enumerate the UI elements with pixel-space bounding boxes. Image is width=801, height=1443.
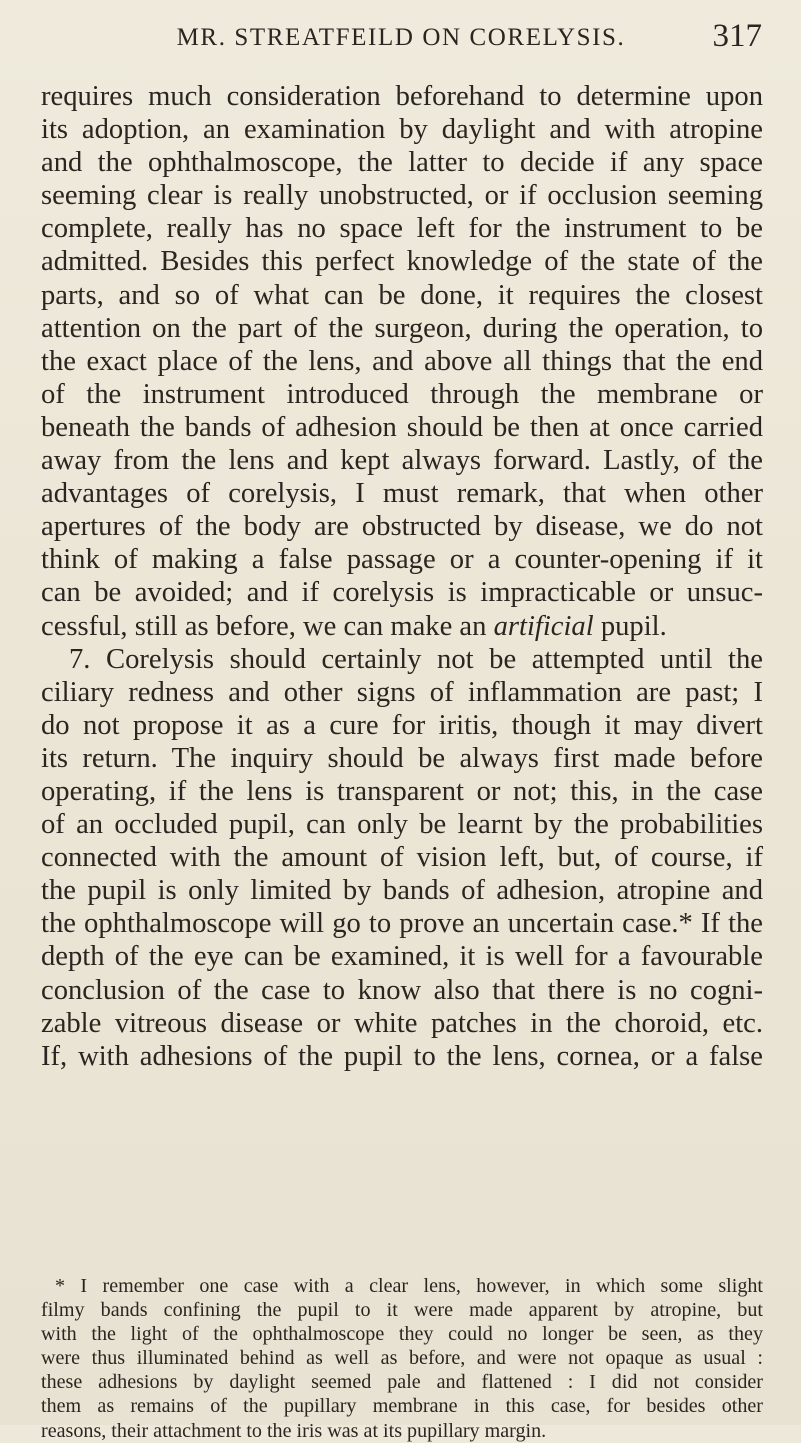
text-line: admitted. Besides this perfect knowledge of the state of the xyxy=(41,246,763,278)
text-line: can be avoided; and if corelysis is impracticable or unsuc- xyxy=(41,577,763,609)
text-line: the pupil is only limited by bands of adhesion, atropine and xyxy=(41,875,763,907)
text-line: zable vitreous disease or white patches in the choroid, etc. xyxy=(41,1007,763,1039)
text-segment: pupil. xyxy=(600,610,667,642)
text-line: ciliary redness and other signs of inflammation are past; I xyxy=(41,676,763,708)
footnote xyxy=(41,1274,763,1443)
text-line: apertures of the body are obstructed by disease, we do not xyxy=(41,511,763,543)
text-line: of the instrument introduced through the membrane or xyxy=(41,378,763,410)
footnote-line: these adhesions by daylight seemed pale and flattened : I did not consider xyxy=(41,1371,763,1394)
text-line: the exact place of the lens, and above all things that the end xyxy=(41,345,763,377)
paragraph-end-line xyxy=(41,610,763,643)
text-line: its adoption, an examination by daylight and with atropine xyxy=(41,114,763,146)
footnote-line: filmy bands confining the pupil to it were made apparent by atropine, but xyxy=(41,1299,763,1322)
text-line: beneath the bands of adhesion should be then at once carried xyxy=(41,411,763,443)
text-line: requires much consideration beforehand to determine upon xyxy=(41,81,763,112)
page-number: 317 xyxy=(712,18,762,54)
text-line: conclusion of the case to know also that there is no cogni- xyxy=(41,974,763,1006)
text-line: parts, and so of what can be done, it requires the closest xyxy=(41,279,763,311)
text-segment: cessful, still as before, we can make an xyxy=(41,610,487,642)
text-line: operating, if the lens is transparent or not; this, in the case xyxy=(41,775,763,807)
running-title: MR. STREATFEILD ON CORELYSIS. xyxy=(176,24,626,51)
text-line: think of making a false passage or a counter-opening if it xyxy=(41,544,763,576)
italic-phrase: artificial xyxy=(493,610,594,642)
text-line: depth of the eye can be examined, it is well for a favourable xyxy=(41,941,763,973)
footnote-line: them as remains of the pupillary membrane in this case, for besides other xyxy=(41,1395,763,1418)
text-line: 7. Corelysis should certainly not be attempted until the xyxy=(69,643,763,675)
text-line: attention on the part of the surgeon, during the operation, to xyxy=(41,312,763,344)
footnote-line: were thus illuminated behind as well as before, and were not opaque as usual : xyxy=(41,1347,763,1370)
text-line: advantages of corelysis, I must remark, that when other xyxy=(41,478,763,510)
text-line: its return. The inquiry should be always first made before xyxy=(41,742,763,774)
text-line: the ophthalmoscope will go to prove an uncertain case.* If the xyxy=(41,908,763,940)
text-line: seeming clear is really unobstructed, or if occlusion seeming xyxy=(41,180,763,212)
footnote-line: * I remember one case with a clear lens, however, in which some slight xyxy=(55,1275,763,1297)
text-line: complete, really has no space left for the instrument to be xyxy=(41,213,763,245)
text-line: and the ophthalmoscope, the latter to decide if any space xyxy=(41,147,763,179)
footnote-line: with the light of the ophthalmoscope they could no longer be seen, as they xyxy=(41,1323,763,1346)
text-line: do not propose it as a cure for iritis, though it may divert xyxy=(41,709,763,741)
text-line: If, with adhesions of the pupil to the lens, cornea, or a false xyxy=(41,1040,763,1072)
footnote-line: reasons, their attachment to the iris was at its pupillary margin. xyxy=(41,1419,547,1442)
running-head xyxy=(40,18,762,62)
body-text xyxy=(41,80,763,1073)
text-line: connected with the amount of vision left, but, of course, if xyxy=(41,842,763,874)
text-line: away from the lens and kept always forward. Lastly, of the xyxy=(41,445,763,477)
text-line: of an occluded pupil, can only be learnt by the probabilities xyxy=(41,809,763,841)
